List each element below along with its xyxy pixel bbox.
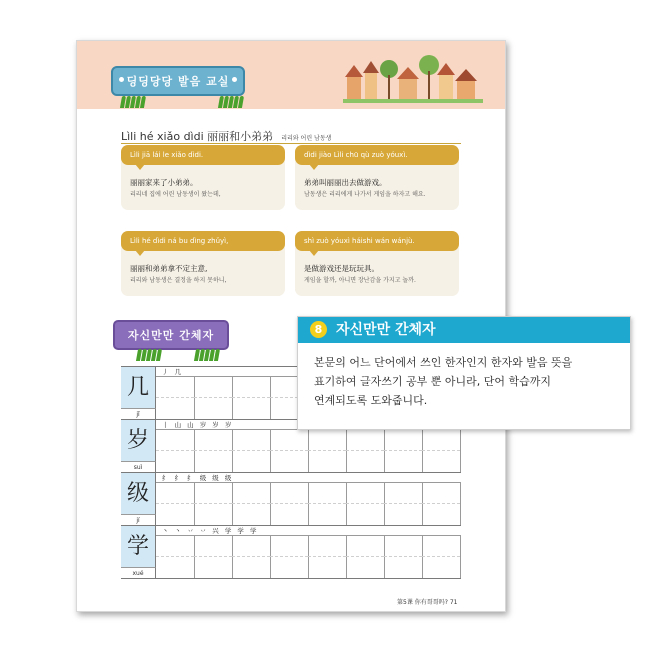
sentence-card bbox=[295, 231, 459, 296]
callout-line: 본문의 어느 단어에서 쓰인 한자인지 한자와 발음 뜻을 bbox=[314, 356, 573, 369]
practice-row bbox=[121, 525, 461, 579]
pronunciation-banner bbox=[111, 66, 245, 96]
lesson-title bbox=[121, 125, 461, 144]
banner-label: 딩딩당당 발음 교실 bbox=[126, 75, 230, 88]
card-chinese: 是做游戏还是玩玩具。 bbox=[304, 264, 379, 273]
sentence-card bbox=[295, 145, 459, 210]
card-korean: 리리네 집에 어린 남동생이 왔는데, bbox=[130, 191, 221, 198]
grass-icon bbox=[137, 346, 167, 358]
callout-header bbox=[298, 317, 630, 343]
practice-character: 级 bbox=[121, 473, 156, 514]
village-illustration-icon bbox=[343, 47, 483, 103]
card-pinyin: shì zuò yóuxì háishi wán wánjù. bbox=[295, 231, 459, 251]
card-pinyin: dìdi jiào Lìli chū qù zuò yóuxì. bbox=[295, 145, 459, 165]
card-chinese: 弟弟叫丽丽出去做游戏。 bbox=[304, 178, 387, 187]
practice-character: 岁 bbox=[121, 420, 156, 461]
grass-icon bbox=[121, 93, 151, 105]
practice-character: 几 bbox=[121, 367, 156, 408]
card-chinese: 丽丽和弟弟拿不定主意, bbox=[130, 264, 208, 273]
card-pinyin: Lìli jiā lái le xiǎo dìdi. bbox=[121, 145, 285, 165]
practice-pinyin: xué bbox=[121, 567, 156, 579]
grass-icon bbox=[219, 93, 249, 105]
practice-character: 学 bbox=[121, 526, 156, 567]
stroke-order: 丨 山 山 岁 岁 岁 bbox=[156, 420, 461, 430]
callout-title: 자신만만 간체자 bbox=[336, 322, 436, 338]
callout-line: 표기하여 글자쓰기 공부 뿐 아니라, 단어 학습까지 bbox=[314, 375, 551, 388]
stroke-order: 丿 几 bbox=[156, 367, 461, 377]
page-footer: 第5课 你有哥哥吗? 71 bbox=[397, 599, 458, 606]
callout-body bbox=[314, 353, 614, 410]
card-korean: 게임을 할까, 아니면 장난감을 가지고 놀까. bbox=[304, 277, 416, 284]
practice-pinyin: jí bbox=[121, 514, 156, 526]
sentence-card bbox=[121, 145, 285, 210]
callout-number-badge: 8 bbox=[310, 321, 327, 338]
card-korean: 리리와 남동생은 결정을 하지 못하니, bbox=[130, 277, 227, 284]
stroke-order: 纟 纟 纟 级 级 级 bbox=[156, 473, 461, 483]
sentence-card bbox=[121, 231, 285, 296]
stroke-order: 丶 丶 丷 丷 兴 学 学 学 bbox=[156, 526, 461, 536]
feature-callout bbox=[297, 316, 631, 430]
card-chinese: 丽丽家来了小弟弟。 bbox=[130, 178, 198, 187]
practice-row bbox=[121, 472, 461, 525]
card-korean: 남동생은 리리에게 나가서 게임을 하자고 해요. bbox=[304, 191, 426, 198]
grass-icon bbox=[195, 346, 225, 358]
card-pinyin: Lìli hé dìdi ná bu dìng zhǔyì, bbox=[121, 231, 285, 251]
section-sign-label: 자신만만 간체자 bbox=[127, 329, 215, 342]
callout-line: 연계되도록 도와줍니다. bbox=[314, 394, 428, 407]
practice-pinyin: jǐ bbox=[121, 408, 156, 420]
title-korean: 리리와 어린 남동생 bbox=[281, 135, 332, 142]
practice-pinyin: suì bbox=[121, 461, 156, 473]
header-band bbox=[77, 41, 505, 109]
title-pinyin: Lìli hé xiǎo dìdi 丽丽和小弟弟 bbox=[121, 130, 274, 143]
